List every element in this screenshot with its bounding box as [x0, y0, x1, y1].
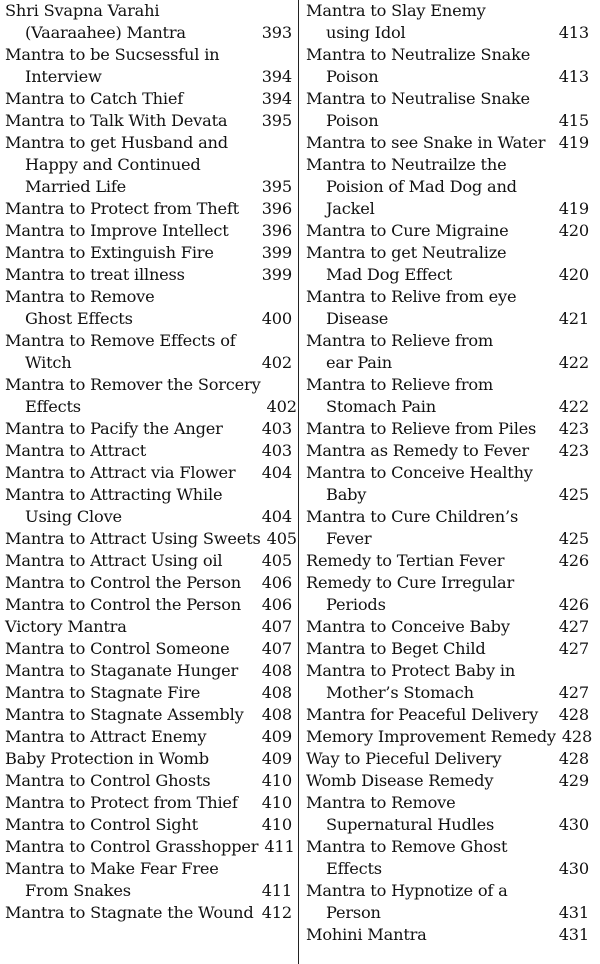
toc-entry-title [306, 374, 559, 418]
toc-entry-title [306, 440, 559, 462]
toc-entry-page-number: 426 [558, 551, 589, 570]
toc-entry-page-number: 422 [558, 397, 589, 416]
toc-entry-title-line: Mantra to be Sucsessful in [5, 45, 220, 64]
toc-entry [306, 638, 589, 660]
toc-entry-title-line: Mantra to Catch Thief [5, 89, 184, 108]
toc-entry [306, 44, 589, 88]
toc-entry-title-line: Mantra to Stagnate Assembly [5, 705, 244, 724]
toc-entry-title-line: Poison [326, 111, 379, 130]
toc-entry-title-line: Mantra to Control Ghosts [5, 771, 211, 790]
toc-entry [5, 198, 292, 220]
toc-entry-page-number: 405 [261, 551, 292, 570]
toc-entry-page-number: 402 [261, 353, 292, 372]
toc-entry [5, 242, 292, 264]
toc-column-right [306, 0, 593, 946]
toc-entry-title-line: Mantra to Hypnotize of a [306, 881, 508, 900]
toc-entry-title [5, 704, 262, 726]
toc-entry [5, 418, 292, 440]
toc-entry-title [306, 660, 559, 704]
toc-entry-page-number: 428 [558, 705, 589, 724]
toc-entry-title-line: Mother’s Stomach [326, 683, 474, 702]
toc-entry-title [5, 374, 267, 418]
toc-entry-title-line: Mantra to Remover the Sorcery [5, 375, 261, 394]
toc-entry-title [5, 814, 262, 836]
toc-entry-page-number: 403 [261, 419, 292, 438]
toc-entry-title-line: Mantra to Staganate Hunger [5, 661, 239, 680]
toc-column-left [5, 0, 297, 924]
toc-entry-title [306, 242, 559, 286]
toc-entry-title-line: Ghost Effects [25, 309, 133, 328]
toc-entry-title [5, 330, 262, 374]
toc-entry-title [5, 462, 262, 484]
toc-entry-title-line: Fever [326, 529, 372, 548]
toc-entry-title [5, 858, 262, 902]
toc-entry-title-line: Happy and Continued [25, 155, 201, 174]
toc-entry [5, 0, 292, 44]
toc-entry-title-line: Mantra to Relive from eye [306, 287, 517, 306]
toc-entry-title-line: Mantra to Conceive Baby [306, 617, 510, 636]
toc-entry-title-line: Mantra to Remove Ghost [306, 837, 508, 856]
toc-entry-page-number: 415 [558, 111, 589, 130]
toc-entry-page-number: 420 [558, 265, 589, 284]
toc-entry-title [5, 770, 262, 792]
toc-entry-title-line: Mantra to Neutrailze the [306, 155, 507, 174]
toc-entry-page-number: 406 [261, 595, 292, 614]
toc-entry-title-line: Effects [25, 397, 81, 416]
toc-entry-title [306, 0, 559, 44]
toc-entry-page-number: 407 [261, 617, 292, 636]
toc-entry-title-line: Mantra to Slay Enemy [306, 1, 486, 20]
toc-entry-title [5, 550, 262, 572]
toc-entry [5, 704, 292, 726]
toc-entry-title-line: Remedy to Cure Irregular [306, 573, 515, 592]
toc-entry-page-number: 410 [261, 815, 292, 834]
toc-entry-page-number: 423 [558, 441, 589, 460]
toc-entry-page-number: 429 [558, 771, 589, 790]
toc-entry-title-line: Interview [25, 67, 102, 86]
toc-entry-page-number: 407 [261, 639, 292, 658]
toc-entry-title-line: Mantra to Pacify the Anger [5, 419, 223, 438]
toc-entry-page-number: 396 [261, 199, 292, 218]
toc-entry-page-number: 410 [261, 771, 292, 790]
toc-entry-title-line: Mantra to Stagnate the Wound [5, 903, 254, 922]
toc-entry [5, 902, 292, 924]
toc-entry [306, 330, 589, 374]
toc-entry-title-line: Stomach Pain [326, 397, 436, 416]
toc-entry-title-line: Mantra to Cure Migraine [306, 221, 509, 240]
toc-entry-title [5, 242, 262, 264]
toc-entry-title-line: Jackel [326, 199, 375, 218]
toc-entry-title [5, 594, 262, 616]
toc-entry [5, 594, 292, 616]
toc-entry-title-line: Memory Improvement Remedy [306, 727, 556, 746]
toc-entry [306, 506, 589, 550]
toc-entry-title [306, 792, 559, 836]
toc-entry-title-line: Mantra to Attract [5, 441, 147, 460]
toc-entry-title-line: Mantra to Control Grasshopper [5, 837, 259, 856]
toc-entry-title [5, 902, 262, 924]
toc-entry [306, 154, 589, 220]
toc-entry-title [5, 220, 262, 242]
toc-entry-title [5, 484, 262, 528]
toc-entry-page-number: 425 [558, 529, 589, 548]
toc-entry [306, 792, 589, 836]
toc-entry-title-line: ear Pain [326, 353, 392, 372]
toc-entry-page-number: 394 [261, 89, 292, 108]
toc-entry-page-number: 410 [261, 793, 292, 812]
toc-entry [5, 44, 292, 88]
toc-entry-page-number: 404 [261, 507, 292, 526]
toc-entry-page-number: 430 [558, 815, 589, 834]
toc-entry-title-line: Person [326, 903, 381, 922]
toc-entry-title-line: Mantra to Control the Person [5, 595, 241, 614]
toc-entry-page-number: 421 [558, 309, 589, 328]
toc-entry-title [306, 132, 559, 154]
toc-entry-title [306, 726, 562, 748]
toc-entry-title-line: Mantra to Attract Using oil [5, 551, 223, 570]
toc-entry [306, 0, 589, 44]
toc-entry [5, 440, 292, 462]
toc-entry-title [306, 704, 559, 726]
toc-entry-title-line: Mohini Mantra [306, 925, 427, 944]
toc-entry [5, 264, 292, 286]
toc-entry [306, 726, 593, 748]
toc-entry-title-line: Mantra to Relieve from [306, 375, 494, 394]
toc-entry-title-line: From Snakes [25, 881, 131, 900]
toc-entry-page-number: 413 [558, 23, 589, 42]
toc-entry-title-line: Mantra to Attract Using Sweets [5, 529, 261, 548]
toc-entry-page-number: 423 [558, 419, 589, 438]
toc-entry-title [306, 616, 559, 638]
toc-entry [5, 550, 292, 572]
toc-entry [5, 286, 292, 330]
toc-entry-title [306, 44, 559, 88]
toc-entry-title-line: Mantra to Conceive Healthy [306, 463, 533, 482]
toc-entry-title-line: Mantra to Control Sight [5, 815, 198, 834]
toc-entry [5, 682, 292, 704]
toc-entry-title-line: Mantra to Protect Baby in [306, 661, 516, 680]
toc-entry-page-number: 408 [261, 661, 292, 680]
toc-entry [306, 220, 589, 242]
toc-entry-title-line: Mantra as Remedy to Fever [306, 441, 529, 460]
toc-entry [306, 770, 589, 792]
toc-entry-page-number: 403 [261, 441, 292, 460]
toc-entry-title [5, 132, 262, 198]
toc-entry-page-number: 408 [261, 683, 292, 702]
toc-entry-title-line: Effects [326, 859, 382, 878]
toc-entry-title-line: Mad Dog Effect [326, 265, 453, 284]
toc-entry-page-number: 431 [558, 903, 589, 922]
toc-entry-page-number: 399 [261, 265, 292, 284]
toc-entry [306, 836, 589, 880]
toc-entry-page-number: 399 [261, 243, 292, 262]
toc-entry-title-line: Baby [326, 485, 367, 504]
toc-entry [5, 858, 292, 902]
toc-entry-page-number: 406 [261, 573, 292, 592]
toc-entry-title [5, 528, 267, 550]
toc-entry-title [306, 286, 559, 330]
toc-entry-title-line: Supernatural Hudles [326, 815, 495, 834]
toc-entry [5, 484, 292, 528]
toc-entry-page-number: 402 [266, 397, 297, 416]
toc-entry-title [5, 110, 262, 132]
toc-entry [5, 220, 292, 242]
toc-entry-title-line: Mantra to Control the Person [5, 573, 241, 592]
toc-entry [5, 792, 292, 814]
toc-entry-title-line: Mantra to Control Someone [5, 639, 230, 658]
toc-entry [306, 286, 589, 330]
toc-entry-title [306, 154, 559, 220]
toc-entry-title-line: using Idol [326, 23, 406, 42]
toc-entry [306, 572, 589, 616]
toc-entry-title-line: Mantra to Neutralise Snake [306, 89, 530, 108]
toc-entry [306, 748, 589, 770]
toc-entry [5, 836, 295, 858]
toc-entry [5, 462, 292, 484]
toc-entry-title-line: Way to Pieceful Delivery [306, 749, 502, 768]
toc-entry-title [306, 506, 559, 550]
toc-entry-title-line: Mantra to Attract Enemy [5, 727, 207, 746]
toc-entry-title [306, 418, 559, 440]
toc-entry-title [306, 880, 559, 924]
toc-entry-title-line: Mantra to Attracting While [5, 485, 223, 504]
toc-entry-title-line: Mantra to treat illness [5, 265, 185, 284]
toc-entry-page-number: 419 [558, 199, 589, 218]
toc-entry-title [5, 726, 262, 748]
toc-entry [306, 880, 589, 924]
toc-entry [5, 660, 292, 682]
toc-entry-page-number: 428 [558, 749, 589, 768]
toc-entry-title [306, 924, 559, 946]
toc-entry-title-line: Married Life [25, 177, 127, 196]
toc-entry [306, 704, 589, 726]
toc-entry-title-line: Mantra to Stagnate Fire [5, 683, 201, 702]
toc-entry-title-line: Mantra to Remove [306, 793, 456, 812]
toc-entry [306, 440, 589, 462]
toc-entry-title-line: Mantra to Beget Child [306, 639, 486, 658]
toc-entry-title [5, 286, 262, 330]
toc-entry-title [306, 638, 559, 660]
toc-entry-title [306, 572, 559, 616]
toc-entry [5, 814, 292, 836]
toc-entry-page-number: 431 [558, 925, 589, 944]
toc-entry-title-line: Mantra to Extinguish Fire [5, 243, 214, 262]
toc-entry-title-line: Shri Svapna Varahi [5, 1, 160, 20]
toc-entry-page-number: 430 [558, 859, 589, 878]
toc-entry [306, 374, 589, 418]
toc-entry-title-line: Using Clove [25, 507, 122, 526]
toc-entry [5, 528, 297, 550]
toc-entry-page-number: 405 [266, 529, 297, 548]
toc-entry-title-line: Womb Disease Remedy [306, 771, 494, 790]
toc-entry [5, 726, 292, 748]
toc-entry-title [5, 572, 262, 594]
toc-entry-title [5, 440, 262, 462]
toc-entry [306, 418, 589, 440]
toc-entry-title-line: Remedy to Tertian Fever [306, 551, 505, 570]
toc-entry-page-number: 396 [261, 221, 292, 240]
toc-entry [5, 374, 297, 418]
toc-entry-page-number: 409 [261, 727, 292, 746]
toc-entry [306, 132, 589, 154]
toc-entry [5, 770, 292, 792]
toc-entry-page-number: 411 [261, 881, 292, 900]
toc-entry-title-line: Baby Protection in Womb [5, 749, 209, 768]
toc-entry-page-number: 413 [558, 67, 589, 86]
toc-entry-title-line: Mantra to Protect from Thief [5, 793, 238, 812]
toc-entry-title [306, 330, 559, 374]
toc-entry-page-number: 409 [261, 749, 292, 768]
toc-entry-title-line: Mantra to Make Fear Free [5, 859, 219, 878]
toc-entry [5, 110, 292, 132]
toc-entry-title-line: Witch [25, 353, 72, 372]
toc-entry [5, 616, 292, 638]
toc-entry-title [306, 88, 559, 132]
toc-entry [5, 572, 292, 594]
toc-entry-title [5, 88, 262, 110]
column-divider [298, 0, 299, 964]
toc-entry-page-number: 400 [261, 309, 292, 328]
toc-entry [306, 242, 589, 286]
toc-entry-page-number: 422 [558, 353, 589, 372]
toc-entry [306, 924, 589, 946]
toc-entry-page-number: 427 [558, 639, 589, 658]
toc-entry-title-line: Victory Mantra [5, 617, 127, 636]
toc-entry-title [306, 770, 559, 792]
toc-entry-title-line: Mantra to see Snake in Water [306, 133, 546, 152]
toc-entry-title-line: Poison [326, 67, 379, 86]
toc-entry-title [5, 792, 262, 814]
toc-entry-page-number: 393 [261, 23, 292, 42]
toc-entry [5, 330, 292, 374]
toc-entry-page-number: 395 [261, 111, 292, 130]
toc-entry-title-line: (Vaaraahee) Mantra [25, 23, 186, 42]
toc-entry-title-line: Poision of Mad Dog and [326, 177, 517, 196]
toc-entry-title [5, 660, 262, 682]
toc-entry [306, 550, 589, 572]
toc-entry-title-line: Mantra to Neutralize Snake [306, 45, 531, 64]
toc-entry-title-line: Periods [326, 595, 386, 614]
toc-entry-title-line: Mantra to Relieve from [306, 331, 494, 350]
toc-entry-title-line: Mantra to Remove [5, 287, 155, 306]
toc-entry-title [5, 836, 264, 858]
toc-entry-page-number: 412 [261, 903, 292, 922]
toc-entry-page-number: 427 [558, 683, 589, 702]
toc-entry-title-line: Disease [326, 309, 389, 328]
toc-entry [306, 660, 589, 704]
toc-entry [5, 748, 292, 770]
toc-entry-title [5, 748, 262, 770]
toc-entry-title [5, 682, 262, 704]
toc-entry-title-line: Mantra to Remove Effects of [5, 331, 236, 350]
toc-entry-title-line: Mantra to Relieve from Piles [306, 419, 537, 438]
toc-entry-title [306, 462, 559, 506]
toc-entry-title [306, 836, 559, 880]
toc-entry-title [306, 220, 559, 242]
toc-entry-title-line: Mantra to Attract via Flower [5, 463, 236, 482]
toc-entry-title [306, 748, 559, 770]
toc-entry-page-number: 411 [264, 837, 295, 856]
toc-entry-title-line: Mantra to get Husband and [5, 133, 228, 152]
toc-entry-title [5, 44, 262, 88]
toc-entry-page-number: 394 [261, 67, 292, 86]
toc-entry-title [5, 616, 262, 638]
toc-entry-page-number: 425 [558, 485, 589, 504]
toc-entry-title [5, 418, 262, 440]
toc-entry-page-number: 426 [558, 595, 589, 614]
toc-entry-page-number: 428 [561, 727, 593, 746]
toc-entry [5, 132, 292, 198]
toc-entry-title-line: Mantra to Protect from Theft [5, 199, 239, 218]
toc-entry-page-number: 420 [558, 221, 589, 240]
toc-entry-title-line: Mantra to Talk With Devata [5, 111, 228, 130]
toc-entry [5, 638, 292, 660]
toc-entry-title-line: Mantra to Improve Intellect [5, 221, 229, 240]
toc-entry-title [5, 638, 262, 660]
toc-entry-page-number: 395 [261, 177, 292, 196]
toc-entry-title-line: Mantra to get Neutralize [306, 243, 507, 262]
toc-entry [306, 88, 589, 132]
toc-entry-title [306, 550, 559, 572]
toc-entry [306, 462, 589, 506]
toc-entry-title [5, 264, 262, 286]
toc-entry-title-line: Mantra for Peaceful Delivery [306, 705, 539, 724]
toc-entry-page-number: 404 [261, 463, 292, 482]
toc-entry [306, 616, 589, 638]
toc-entry-title-line: Mantra to Cure Children’s [306, 507, 519, 526]
toc-entry-title [5, 0, 262, 44]
toc-entry-title [5, 198, 262, 220]
toc-entry [5, 88, 292, 110]
toc-entry-page-number: 427 [558, 617, 589, 636]
toc-entry-page-number: 419 [558, 133, 589, 152]
toc-entry-page-number: 408 [261, 705, 292, 724]
